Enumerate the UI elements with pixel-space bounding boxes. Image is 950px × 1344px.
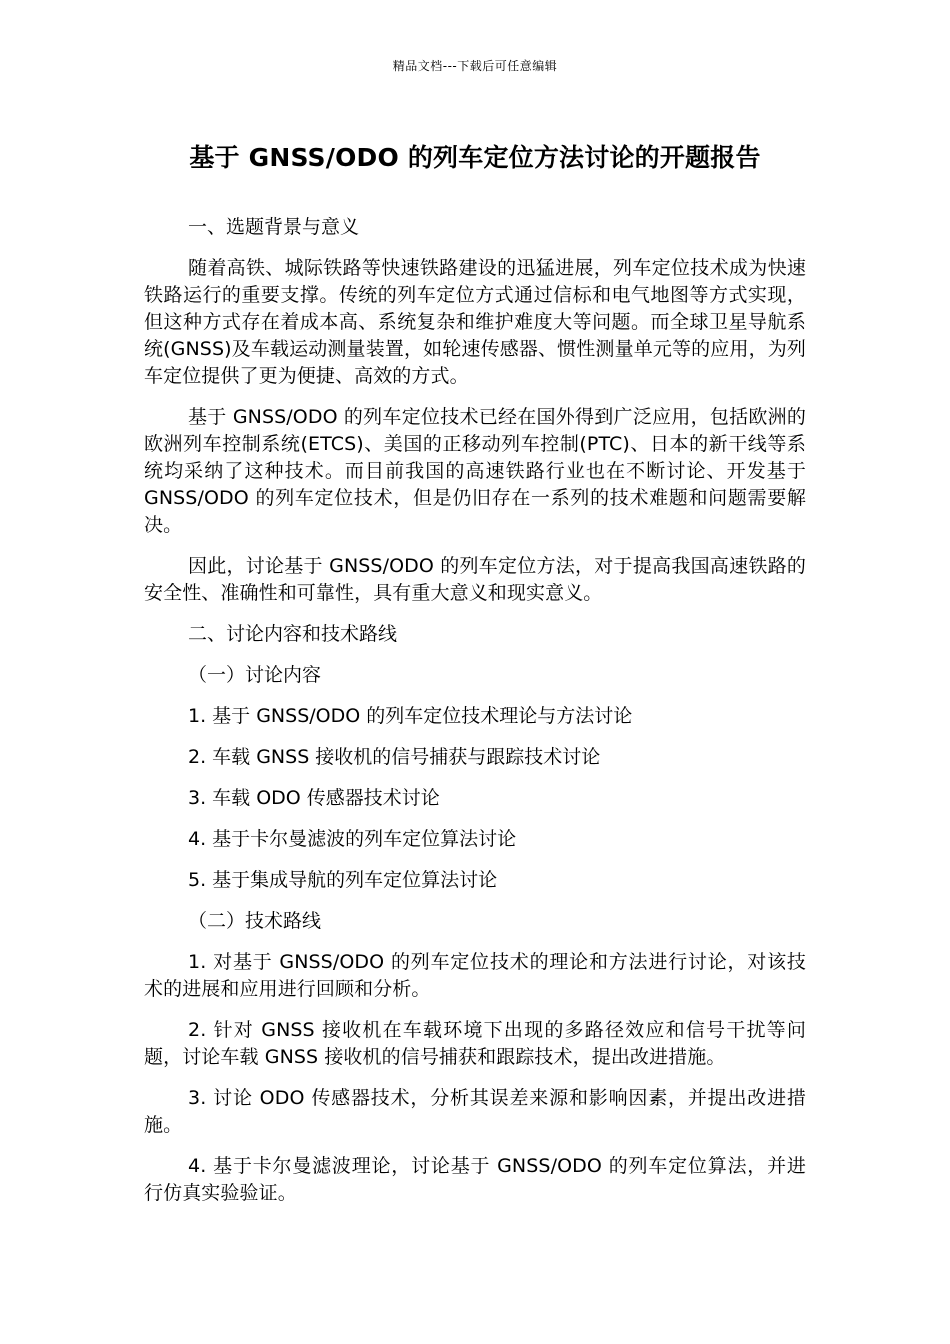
content-list-item: 4. 基于卡尔曼滤波的列车定位算法讨论 (188, 828, 517, 850)
subsection-heading-content: （一）讨论内容 (188, 664, 322, 686)
route-paragraph: 4. 基于卡尔曼滤波理论，讨论基于 GNSS/ODO 的列车定位算法，并进行仿真实验验证。 (144, 1155, 806, 1204)
paragraph-background-1: 随着高铁、城际铁路等快速铁路建设的迅猛进展，列车定位技术成为快速铁路运行的重要支撑。传统的列车定位方式通过信标和电气地图等方式实现，但这种方式存在着成本高、系统复杂和维护难度大等问题。而全球卫星导航系统(GNSS)及车载运动测量装置，如轮速传感器、惯性测量单元等的应用，为列车定位提供了更为便捷、高效的方式。 (144, 257, 806, 387)
document-title: 基于 GNSS/ODO 的列车定位方法讨论的开题报告 (189, 143, 761, 172)
subsection-heading-route: （二）技术路线 (188, 910, 322, 932)
route-paragraph: 3. 讨论 ODO 传感器技术，分析其误差来源和影响因素，并提出改进措施。 (144, 1087, 806, 1136)
paragraph-background-3: 因此，讨论基于 GNSS/ODO 的列车定位方法，对于提高我国高速铁路的安全性、准确性和可靠性，具有重大意义和现实意义。 (144, 555, 806, 604)
content-list-item: 5. 基于集成导航的列车定位算法讨论 (188, 869, 498, 891)
route-paragraph: 1. 对基于 GNSS/ODO 的列车定位技术的理论和方法进行讨论，对该技术的进展和应用进行回顾和分析。 (144, 951, 806, 1000)
section-heading-background: 一、选题背景与意义 (188, 216, 360, 238)
content-list-item: 1. 基于 GNSS/ODO 的列车定位技术理论与方法讨论 (188, 705, 633, 727)
content-list-item: 3. 车载 ODO 传感器技术讨论 (188, 787, 440, 809)
content-list-item: 2. 车载 GNSS 接收机的信号捕获与跟踪技术讨论 (188, 746, 601, 768)
paragraph-background-2: 基于 GNSS/ODO 的列车定位技术已经在国外得到广泛应用，包括欧洲的欧洲列车控制系统(ETCS)、美国的正移动列车控制(PTC)、日本的新干线等系统均采纳了这种技术。而目前我国的高速铁路行业也在不断讨论、开发基于 GNSS/ODO 的列车定位技术，但是仍旧存在一系列的技术难题和问题需要解决。 (144, 406, 806, 536)
document-body (144, 214, 806, 1221)
route-paragraph: 2. 针对 GNSS 接收机在车载环境下出现的多路径效应和信号干扰等问题，讨论车载 GNSS 接收机的信号捕获和跟踪技术，提出改进措施。 (144, 1019, 806, 1068)
page-header: 精品文档---下载后可任意编辑 (392, 59, 558, 73)
section-heading-content-route: 二、讨论内容和技术路线 (188, 623, 398, 645)
